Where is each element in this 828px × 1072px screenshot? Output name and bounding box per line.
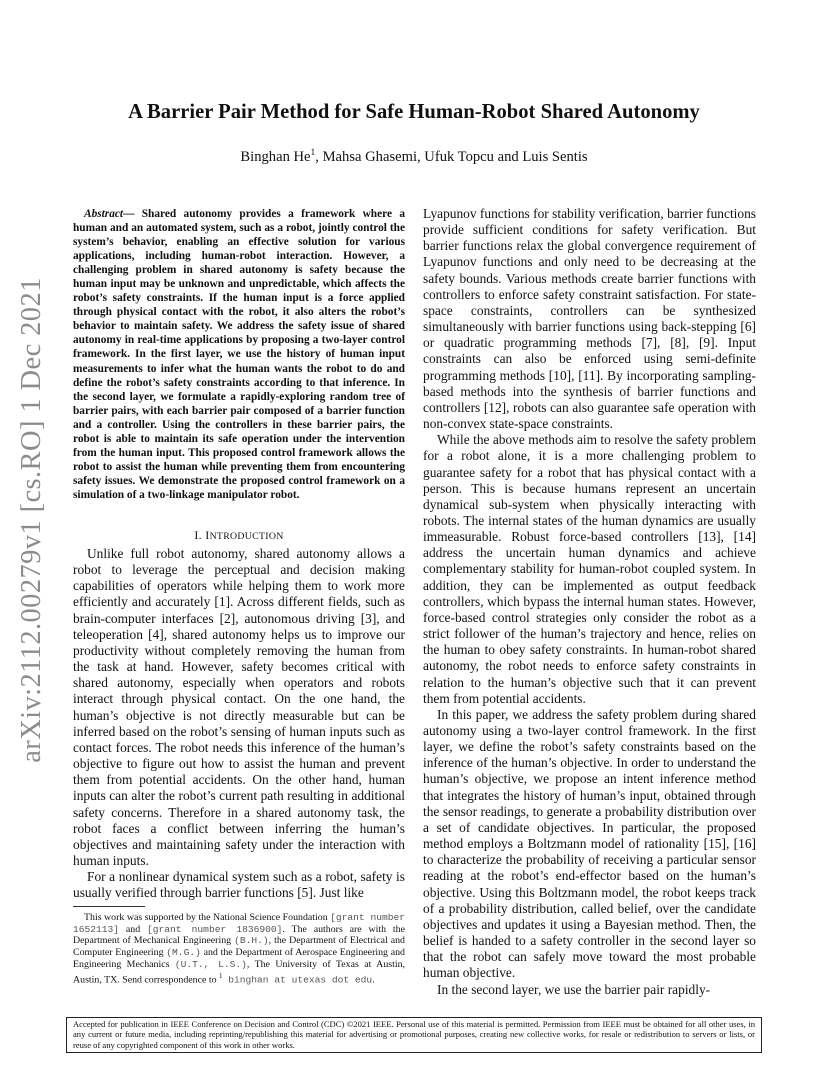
footnote-text: and the Department of Aerospace Engineering and Engineering Mechanics: [73, 947, 405, 970]
grant-number: [grant number 1836900]: [147, 923, 283, 935]
paragraph: While the above methods aim to resolve the safety problem for a robot alone, it is a more challenging problem to guarantee safety for a robot that has physical contact with a person. This is because humans represent an uncertain dynamical sub-system when physically interacting with robots. The internal states of the human dynamics are usually immeasurable. Robust force-based controllers [13], [14] address the uncertain human dynamics and achieve complementary stability for human-robot coupled system. In addition, they can be implemented as output feedback controllers, which bypass the internal human states. However, force-based control strategies only consider the robot as a strict follower of the human’s trajectory and hence, relies on the human to obey safety constraints. In human-robot shared autonomy, the robot needs to enforce safety constraints in relation to the human’s objective such that it can prevent them from potential accidents.: [423, 432, 756, 706]
first-author: Binghan He: [240, 148, 311, 165]
paragraph: Unlike full robot autonomy, shared autonomy allows a robot to leverage the perceptual and decision making capabilities of operators while helping them to work more efficiently and accurately [1]. Across different fields, such as brain-computer interfaces [2], autonomous driving [3], and teleoperation [4], shared autonomy helps us to improve our productivity without completely removing the human from the task at hand. However, safety becomes critical with shared autonomy, especially when operators and robots interact through physical contact. On the one hand, the human’s objective is not directly measurable but can be inferred based on the robot’s sensing of human inputs such as contact forces. The robot needs this inference of the human’s objective to figure out how to assist the human and prevent them from potential accidents. On the other hand, human inputs can alter the robot’s current path resulting in additional safety concerns. Therefore in a shared autonomy task, the robot faces a conflict between inferring the human’s objectives and maintaining safety under the interaction with human inputs.: [73, 546, 405, 868]
footnote-text: This work was supported by the National Science Foundation: [84, 912, 331, 923]
footnote-text: .: [372, 973, 375, 985]
section-title-rest: NTRODUCTION: [209, 531, 284, 542]
paragraph: In this paper, we address the safety problem during shared autonomy using a two-layer control framework. In the first layer, we define the robot’s safety constraints based on the inference of the human’s objective. In order to understand the human’s objective, we propose an intent inference method that integrates the history of human’s input, obtained through the sensor readings, to generate a probability distribution over a set of candidate objectives. In particular, the proposed method employs a Boltzmann model of rationality [15], [16] to characterize the probability of receiving a particular sensor reading at the robot’s end-effector based on the human’s objective. Using this Boltzmann model, the robot keeps track of a probability distribution, called belief, over the candidate objectives and updates it using a Bayesian method. Then, the belief is handed to a safety controller in the second layer so that the robot can safely move toward the most probable human objective.: [423, 706, 756, 981]
paragraph: In the second layer, we use the barrier pair rapidly-: [437, 981, 711, 997]
paragraph: Lyapunov functions for stability verification, barrier functions provide sufficient conditions for safety verification. But barrier functions relax the global convergence requirement of Lyapunov functions and only need to be decreasing at the safety bounds. Various methods create barrier functions with controllers to enforce safety constraint satisfaction. For state-space constraints, controllers can be synthesized simultaneously with barrier functions using back-stepping [6] or quadratic programming methods [7], [8], [9]. Input constraints can also be enforced using semi-definite programming methods [10], [11]. By incorporating sampling-based methods into the synthesis of barrier functions and controllers [12], robots can also guarantee safe operation with non-convex state-space constraints.: [423, 206, 756, 432]
copyright-notice: Accepted for publication in IEEE Conference on Decision and Control (CDC) ©2021 IEEE. Personal use of this material is permitted. Permission from IEEE must be obtained for all other uses, in any current or future media, including reprinting/republishing this material for advertising or promotional purposes, creating new collective works, for resale or redistribution to servers or lists, or reuse of any copyrighted component of this work in other works.: [66, 1017, 762, 1053]
left-column-body: [73, 546, 405, 901]
paragraph: For a nonlinear dynamical system such as a robot, safety is usually verified through barrier functions [5]. Just like: [73, 869, 405, 901]
footnote-rule: [73, 906, 145, 907]
abstract-text: — Shared autonomy provides a framework where a human and an automated system, such as a robot, jointly control the system’s behavior, enabling an effective solution for various applications, including human-robot interaction. However, a challenging problem in shared autonomy is safety because the human input may be unknown and unpredictable, which affects the robot’s safety constraints. If the human input is a force applied through physical contact with the robot, it also alters the robot’s behavior to maintain safety. We address the safety issue of shared autonomy in real-time applications by proposing a two-layer control framework. In the first layer, we use the history of human input measurements to infer what the human wants the robot to do and define the robot’s safety constraints according to that inference. In the second layer, we formulate a rapidly-exploring random tree of barrier pairs, with each barrier pair composed of a barrier function and a controller. Using the controllers in these barrier pairs, the robot is able to maintain its safe operation under the intervention from the human input. This proposed control framework allows the robot to assist the human while preventing them from encountering safety issues. We demonstrate the proposed control framework on a simulation of a two-linkage manipulator robot.: [73, 208, 405, 501]
footnote-text: , The University of Texas at Austin, Austin, TX. Send correspondence to: [73, 958, 405, 985]
paper-title: A Barrier Pair Method for Safe Human-Robot Shared Autonomy: [128, 101, 700, 123]
section-initial: I: [205, 528, 210, 542]
affiliation-mark: 1: [310, 148, 316, 158]
section-number: I.: [194, 528, 206, 542]
affiliation-mark: 1: [219, 971, 223, 980]
footnote-text: and: [119, 923, 147, 935]
other-authors: , Mahsa Ghasemi, Ufuk Topcu and Luis Sentis: [315, 148, 588, 165]
footnote-text: . The authors are with the Department of Mechanical Engineering: [73, 923, 405, 947]
section-heading-introduction: [73, 528, 405, 543]
footnote-text: , the Department of Electrical and Computer Engineering: [73, 935, 405, 959]
abstract-label: Abstract: [84, 208, 124, 220]
author-initials: (B.H.): [234, 935, 269, 947]
author-initials: (U.T., L.S.): [174, 958, 247, 970]
arxiv-id: arXiv:2112.00279v1 [cs.RO] 1 Dec 2021: [16, 277, 47, 763]
abstract: [73, 207, 405, 502]
author-line: [0, 148, 828, 166]
contact-email: binghan at utexas dot edu: [222, 973, 373, 985]
footnote: [73, 912, 405, 986]
author-initials: (M.G.): [166, 947, 201, 959]
right-column-body: [423, 206, 756, 998]
grant-number: [grant number 1652113]: [73, 912, 405, 935]
arxiv-sidebar-stamp: [6, 277, 58, 763]
